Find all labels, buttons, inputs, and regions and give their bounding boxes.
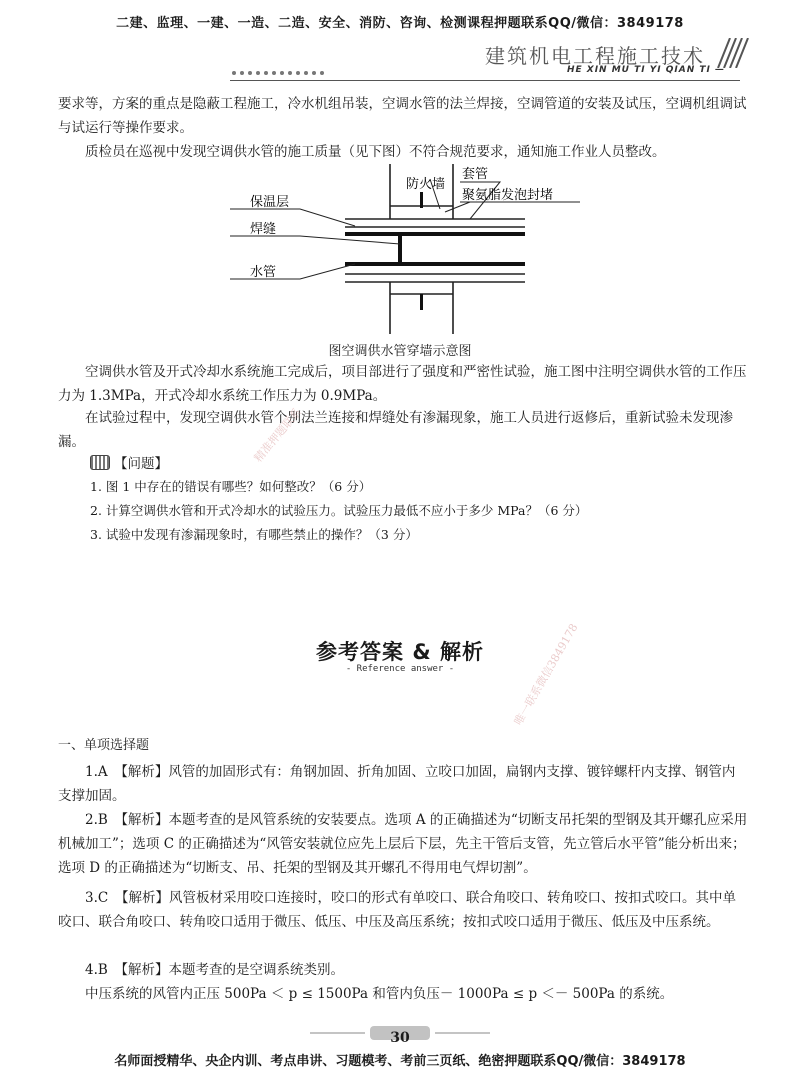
answers-title: 参考答案 & 解析 — [316, 640, 484, 664]
case-paragraph-2: 质检员在巡视中发现空调供水管的施工质量（见下图）不符合规范要求，通知施工作业人员整改。 — [85, 144, 666, 160]
header-brand-title: 建筑机电工程施工技术 — [485, 44, 705, 68]
figure-caption: 图空调供水管穿墙示意图 — [328, 344, 472, 359]
weld-seam — [398, 236, 402, 262]
answers-subtitle: - Reference answer - — [345, 664, 455, 674]
leader-pipe — [230, 264, 355, 279]
pipe-lower-wall — [345, 262, 525, 266]
leader-foam — [445, 202, 470, 212]
answer-2: 2.B 【解析】本题考查的是风管系统的安装要点。选项 A 的正确描述为“切断支吊托架的型钢及其开螺孔应采用机械加工”；选项 C 的正确描述为“风管安装就位应先上层后下层，先主干管后支管，先立管后水平管”能分析出来；选项 D 的正确描述为“切断支、吊、托架的型钢及其开螺孔不得用电气焊切割”。 — [58, 812, 748, 876]
watermark-1: 精准押题联系 — [251, 405, 304, 465]
question-list — [90, 475, 587, 547]
answer-1: 1.A 【解析】风管的加固形式有：角钢加固、折角加固、立咬口加固，扁钢内支撑、镀锌螺杆内支撑、钢管内支撑加固。 — [58, 764, 736, 804]
header-contact-line: 二建、监理、一建、一造、二造、安全、消防、咨询、检测课程押题联系QQ/微信：3849178 — [116, 16, 684, 31]
case-paragraph-1: 要求等，方案的重点是隐蔽工程施工，冷水机组吊装，空调水管的法兰焊接，空调管道的安装及试压，空调机组调试与试运行等操作要求。 — [58, 96, 747, 136]
leader-weld — [230, 236, 400, 244]
header-pinyin: HE XIN MU TI YI QIAN TI — — [566, 65, 725, 75]
question-item: 2. 计算空调供水管和开式冷却水的试验压力。试验压力最低不应小于多少 MPa？（6 分） — [90, 503, 588, 518]
pipe-through-wall-diagram — [230, 164, 600, 339]
pipe-upper-wall — [345, 232, 525, 236]
case-paragraph-3: 空调供水管及开式冷却水系统施工完成后，项目部进行了强度和严密性试验，施工图中注明空调供水管的工作压力为 1.3MPa，开式冷却水系统工作压力为 0.9MPa。 — [58, 364, 747, 404]
header-rule — [230, 80, 740, 81]
watermark-2: 唯一联系微信3849178 — [511, 621, 581, 728]
questions-heading: 【问题】 — [90, 452, 168, 472]
answer-3: 3.C 【解析】风管板材采用咬口连接时，咬口的形式有单咬口、联合角咬口、转角咬口、按扣式咬口。其中单咬口、联合角咬口、转角咬口适用于微压、低压、中压及高压系统；按扣式咬口适用于微压、低压及中压系统。 — [58, 890, 736, 930]
leader-insulation — [230, 209, 355, 226]
page-number: 30 — [390, 1030, 410, 1046]
footer-contact-line: 名师面授精华、央企内训、考点串讲、习题模考、考前三页纸、绝密押题联系QQ/微信：3849178 — [114, 1054, 686, 1069]
question-item: 1. 图 1 中存在的错误有哪些？如何整改？（6 分） — [90, 479, 372, 494]
label-weld: 焊缝 — [250, 222, 277, 237]
label-pipe: 水管 — [250, 265, 277, 280]
label-firewall: 防火墙 — [406, 177, 446, 192]
questions-icon — [90, 455, 110, 470]
section-heading-single-choice: 一、单项选择题 — [58, 738, 150, 753]
answer-4: 4.B 【解析】本题考查的是空调系统类别。 — [85, 962, 345, 978]
label-insulation: 保温层 — [250, 195, 290, 210]
answer-4-extra: 中压系统的风管内正压 500Pa ＜ p ≤ 1500Pa 和管内负压－ 1000Pa ≤ p ＜－ 500Pa 的系统。 — [85, 986, 674, 1002]
header-stripes-decoration — [708, 38, 752, 68]
question-item: 3. 试验中发现有渗漏现象时，有哪些禁止的操作？（3 分） — [90, 527, 418, 542]
label-sleeve: 套管 — [462, 167, 489, 182]
label-foam: 聚氨脂发泡封堵 — [462, 188, 554, 203]
case-paragraph-4: 在试验过程中，发现空调供水管个别法兰连接和焊缝处有渗漏现象，施工人员进行返修后，重新试验未发现渗漏。 — [58, 410, 733, 450]
